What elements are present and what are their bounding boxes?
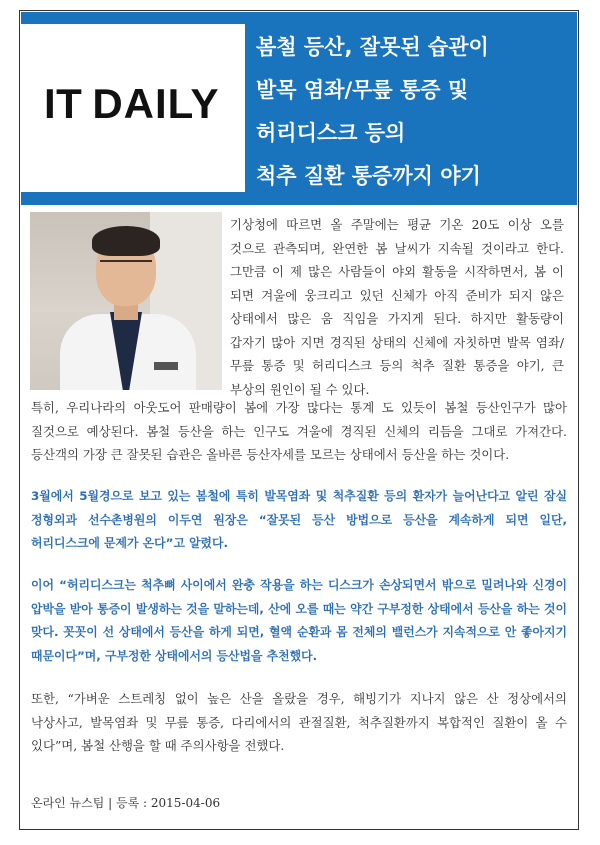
headline-line-2: 발목 염좌/무릎 통증 및 xyxy=(256,78,469,102)
article-quote-2: 이어 “허리디스크는 척추뼈 사이에서 완충 작용을 하는 디스크가 손상되면서 밖으로 밀려나와 신경이 압박을 받아 통증이 발생하는 것을 말하는데, 산에 오를 때는 약간 구부정한 상태에서 등산을 하는 것이 맞다. 꼿꼿이 선 상태에서 등산을 하게 되면, 혈액 순환과 몸 전체의 밸런스가 지속적으로 안 좋아지기 때문이다”며, 구부정한 상태에서의 등산법을 추천했다. xyxy=(31,578,567,663)
article-paragraph-2: 특히, 우리나라의 아웃도어 판매량이 봄에 가장 많다는 통계 도 있듯이 봄철 등산인구가 많아 질것으로 예상된다. 봄철 등산을 하는 인구도 겨울에 경직된 신체의 리듬을 그대로 가져간다. 등산객의 가장 큰 잘못된 습관은 올바른 등산자세를 모르는 상태에서 등산을 하는 것이다. xyxy=(31,400,567,462)
byline-footer: 온라인 뉴스팀 | 등록 : 2015-04-06 xyxy=(31,796,221,810)
article-paragraph-5: 또한, “가벼운 스트레칭 없이 높은 산을 올랐을 경우, 해빙기가 지나지 않은 산 정상에서의 낙상사고, 발목염좌 및 무릎 통증, 다리에서의 관절질환, 척추질환까지 복합적인 질환이 올 수 있다”며, 봄철 산행을 할 때 주의사항을 전했다. xyxy=(31,691,567,753)
logo-part-daily: DAILY xyxy=(92,80,220,127)
logo-part-it: IT xyxy=(44,80,83,127)
it-daily-logo xyxy=(44,80,219,128)
headline-line-3: 허리디스크 등의 xyxy=(256,121,406,145)
doctor-photo xyxy=(30,212,222,390)
headline xyxy=(256,26,574,198)
headline-line-1: 봄철 등산, 잘못된 습관이 xyxy=(256,35,489,59)
headline-line-4: 척추 질환 통증까지 야기 xyxy=(256,164,481,188)
article-quote-1: 3월에서 5월경으로 보고 있는 봄철에 특히 발목염좌 및 척추질환 등의 환자가 늘어난다고 알린 잠실 정형외과 선수촌병원의 이두연 원장은 “잘못된 등산 방법으로 등산을 계속하게 되면 일단, 허리디스크에 문제가 온다”고 알렸다. xyxy=(31,489,567,550)
article-paragraph-1: 기상청에 따르면 올 주말에는 평균 기온 20도 이상 오를 것으로 관측되며, 완연한 봄 날씨가 지속될 것이라고 한다. 그만큼 이 제 많은 사람들이 야외 활동을 시작하면서, 봄 이 되면 겨울에 웅크리고 있던 신체가 아직 준비가 되지 않은 상태에서 많은 움 직임을 가지게 된다. 하지만 활동량이 갑자기 많아 지면 경직된 상태의 신체에 자칫하면 발목 염좌/무릎 통증 및 허리디스크 등의 척추 질환 통증을 야기, 큰 부상의 원인이 될 수 있다. xyxy=(230,217,564,397)
